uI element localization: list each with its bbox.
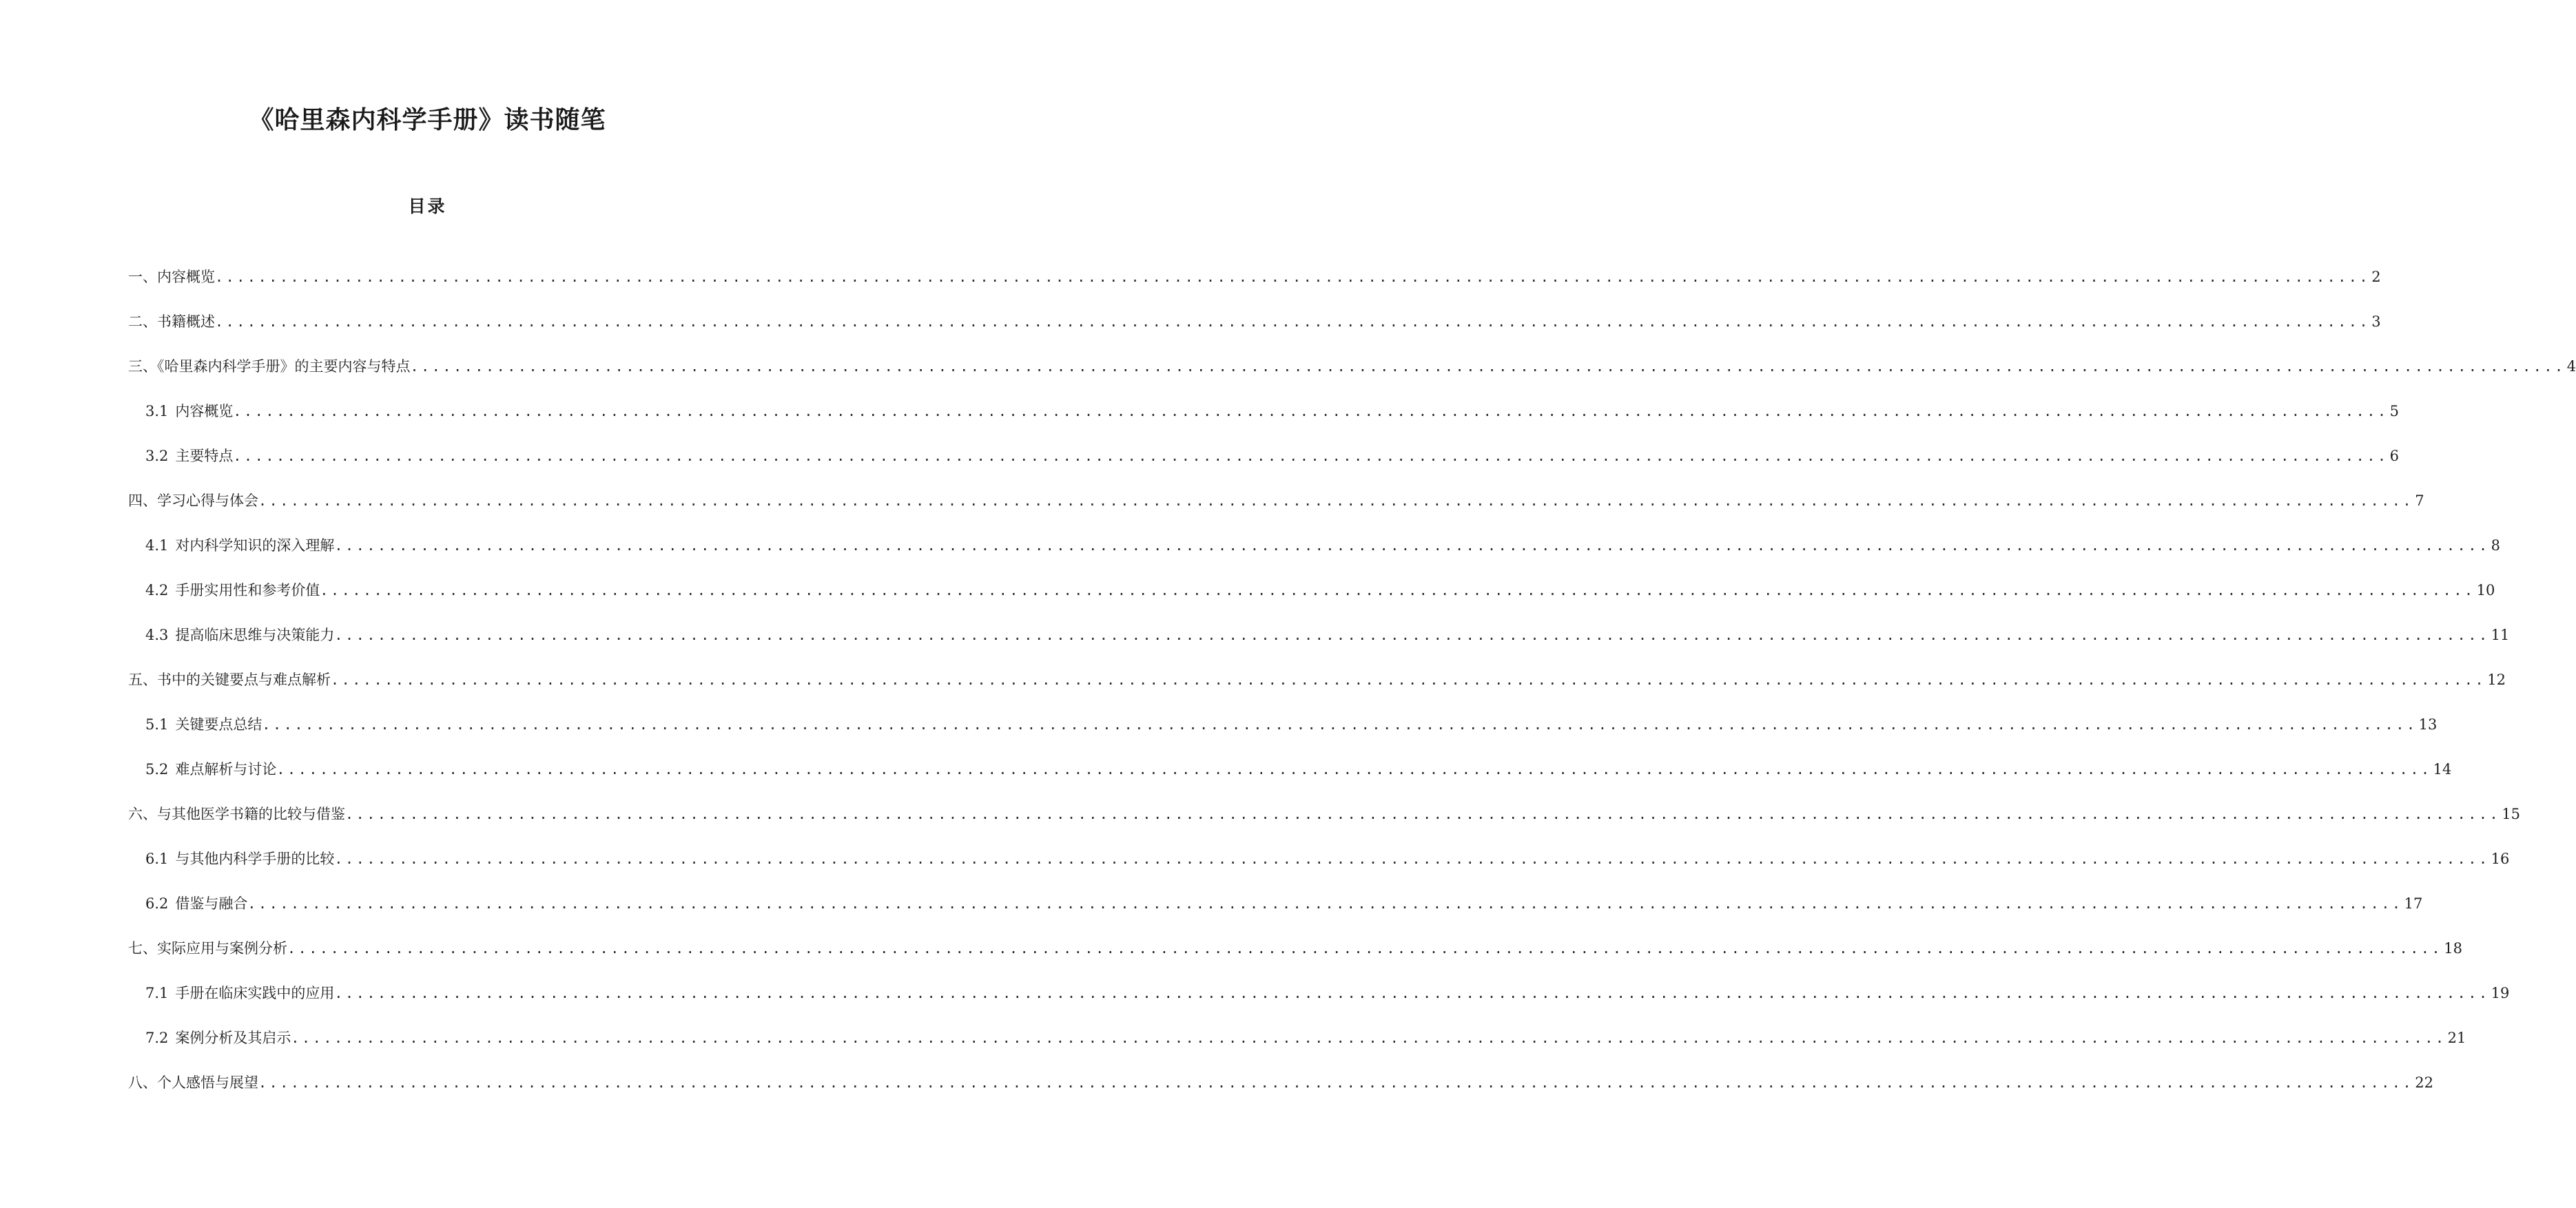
- toc-page-number: 11: [2491, 627, 2510, 643]
- toc-page-number: 5: [2389, 403, 2399, 419]
- toc-page-number: 3: [2371, 313, 2381, 330]
- toc-entry-label: 一、内容概览: [128, 269, 215, 285]
- toc-section-number: 6.1: [145, 851, 169, 867]
- toc-dot-leader: ........................................................................................................................................................................................................: [215, 269, 2371, 285]
- toc-entry-label: 主要特点: [175, 448, 234, 464]
- toc-entry-label: 案例分析及其启示: [175, 1030, 291, 1046]
- toc-entry-4[interactable]: [128, 490, 2424, 511]
- toc-entry-7[interactable]: [128, 938, 2462, 959]
- toc-entry-label: 六、与其他医学书籍的比较与借鉴: [128, 806, 345, 822]
- toc-dot-leader: ........................................................................................................................................................................................................: [331, 671, 2486, 688]
- toc-entry-1[interactable]: [128, 267, 2381, 287]
- toc-entry-label: 四、学习心得与体会: [128, 492, 258, 509]
- toc-page-number: 10: [2476, 582, 2495, 598]
- toc-entry-7-2[interactable]: [145, 1028, 2466, 1048]
- toc-page-number: 22: [2415, 1074, 2433, 1091]
- toc-entry-6[interactable]: [128, 804, 2520, 824]
- toc-dot-leader: ........................................................................................................................................................................................................: [334, 985, 2490, 1001]
- toc-page-number: 7: [2415, 492, 2424, 509]
- toc-entry-4-3[interactable]: [145, 625, 2510, 645]
- toc-entry-label: 三、《哈里森内科学手册》的主要内容与特点: [128, 358, 411, 375]
- toc-dot-leader: ........................................................................................................................................................................................................: [334, 537, 2490, 554]
- toc-entry-label: 借鉴与融合: [175, 895, 248, 912]
- toc-section-number: 3.1: [145, 403, 169, 419]
- toc-entry-2[interactable]: [128, 311, 2381, 332]
- toc-dot-leader: ........................................................................................................................................................................................................: [247, 895, 2403, 912]
- toc-page-number: 13: [2418, 716, 2438, 733]
- toc-dot-leader: ........................................................................................................................................................................................................: [334, 851, 2490, 867]
- toc-page-number: 21: [2447, 1030, 2466, 1046]
- toc-section-number: 6.2: [145, 895, 169, 912]
- toc-section-number: 4.1: [145, 537, 169, 554]
- toc-page-number: 16: [2491, 851, 2510, 867]
- toc-entry-label: 对内科学知识的深入理解: [175, 537, 335, 554]
- toc-page-number: 6: [2389, 448, 2399, 464]
- toc-page-number: 8: [2491, 537, 2500, 554]
- toc-entry-label: 手册实用性和参考价值: [175, 582, 320, 598]
- toc-page-number: 18: [2444, 940, 2462, 957]
- toc-entry-3-1[interactable]: [145, 401, 2399, 421]
- toc-dot-leader: ........................................................................................................................................................................................................: [233, 403, 2389, 419]
- toc-dot-leader: ........................................................................................................................................................................................................: [334, 627, 2490, 643]
- toc-dot-leader: ........................................................................................................................................................................................................: [287, 940, 2443, 957]
- toc-entry-label: 难点解析与讨论: [175, 761, 277, 778]
- toc-page-number: 19: [2491, 985, 2510, 1001]
- toc-dot-leader: ........................................................................................................................................................................................................: [233, 448, 2389, 464]
- toc-page-number: 15: [2502, 806, 2520, 822]
- toc-page-number: 12: [2487, 671, 2506, 688]
- toc-section-number: 4.3: [145, 627, 169, 643]
- toc-section-number: 7.2: [145, 1030, 169, 1046]
- toc-dot-leader: ........................................................................................................................................................................................................: [291, 1030, 2446, 1046]
- toc-section-number: 5.2: [145, 761, 169, 778]
- toc-dot-leader: ........................................................................................................................................................................................................: [276, 761, 2432, 778]
- toc-section-number: 5.1: [145, 716, 169, 733]
- toc-entry-7-1[interactable]: [145, 983, 2510, 1003]
- toc-entry-3[interactable]: [128, 356, 2576, 377]
- toc-entry-4-1[interactable]: [145, 535, 2500, 556]
- toc-dot-leader: ........................................................................................................................................................................................................: [215, 313, 2371, 330]
- toc-entry-6-2[interactable]: [145, 893, 2423, 914]
- toc-entry-8[interactable]: [128, 1072, 2433, 1093]
- toc-dot-leader: ........................................................................................................................................................................................................: [258, 492, 2414, 509]
- toc-entry-label: 关键要点总结: [175, 716, 262, 733]
- toc-entry-label: 与其他内科学手册的比较: [175, 851, 335, 867]
- toc-dot-leader: ........................................................................................................................................................................................................: [262, 716, 2418, 733]
- toc-section-number: 4.2: [145, 582, 169, 598]
- toc-page-number: 14: [2433, 761, 2452, 778]
- toc-dot-leader: ........................................................................................................................................................................................................: [345, 806, 2501, 822]
- toc-heading: 目录: [408, 196, 447, 216]
- toc-entry-label: 内容概览: [175, 403, 234, 419]
- toc-entry-5[interactable]: [128, 669, 2506, 690]
- toc-dot-leader: ........................................................................................................................................................................................................: [258, 1074, 2414, 1091]
- toc-entry-3-2[interactable]: [145, 446, 2399, 466]
- toc-page-number: 17: [2404, 895, 2423, 912]
- toc-entry-label: 五、书中的关键要点与难点解析: [128, 671, 331, 688]
- toc-dot-leader: ........................................................................................................................................................................................................: [410, 358, 2566, 375]
- toc-entry-5-2[interactable]: [145, 759, 2452, 780]
- toc-entry-6-1[interactable]: [145, 848, 2510, 869]
- toc-entry-label: 八、个人感悟与展望: [128, 1074, 258, 1091]
- toc-section-number: 7.1: [145, 985, 169, 1001]
- toc-entry-label: 七、实际应用与案例分析: [128, 940, 287, 957]
- toc-dot-leader: ........................................................................................................................................................................................................: [320, 582, 2475, 598]
- toc-entry-label: 提高临床思维与决策能力: [175, 627, 335, 643]
- toc-page-number: 4: [2566, 358, 2576, 375]
- toc-page-number: 2: [2371, 269, 2381, 285]
- toc-entry-4-2[interactable]: [145, 580, 2495, 601]
- document-title: 《哈里森内科学手册》读书随笔: [249, 106, 606, 134]
- toc-section-number: 3.2: [145, 448, 169, 464]
- toc-entry-label: 二、书籍概述: [128, 313, 215, 330]
- toc-entry-5-1[interactable]: [145, 714, 2438, 735]
- toc-entry-label: 手册在临床实践中的应用: [175, 985, 335, 1001]
